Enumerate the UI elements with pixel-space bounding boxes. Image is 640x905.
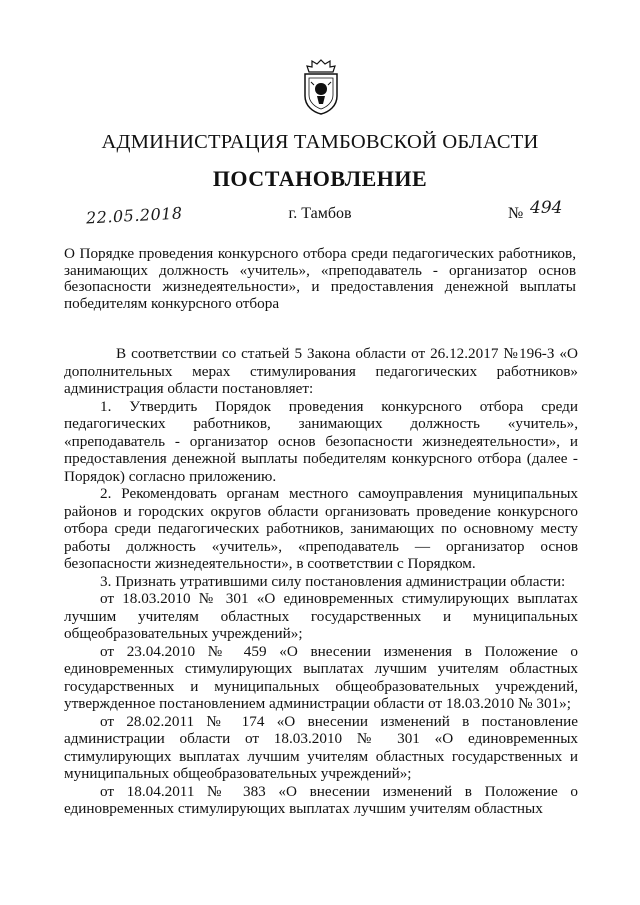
document-subject: О Порядке проведения конкурсного отбора среди педагогических работников, занимающих должность «учитель», «преподаватель - организатор основ безопасности жизнедеятельности», и предоставления денежной выплаты победителям конкурсного отбора — [64, 245, 576, 312]
paragraph-preamble: В соответствии со статьей 5 Закона области от 26.12.2017 №196-З «О дополнительных мерах стимулирования педагогических работников» администрация области постановляет: — [64, 345, 578, 397]
city-name: г. Тамбов — [288, 205, 352, 222]
coat-of-arms-icon — [301, 58, 341, 116]
handwritten-date: 22.05.2018 — [85, 203, 184, 228]
handwritten-number: 494 — [530, 198, 563, 218]
document-type-title: ПОСТАНОВЛЕНИЕ — [212, 166, 428, 191]
paragraph-repealed-3: от 28.02.2011 № 174 «О внесении изменений в постановление администрации области от 18.03.2010 № 301 «О единовременных стимулирующих выплатах лучшим учителям областных государственных и муниципальных общеобразовательных учреждений»; — [64, 712, 578, 782]
paragraph-item-2: 2. Рекомендовать органам местного самоуправления муниципальных районов и городских округов области организовать проведение конкурсного отбора среди педагогических работников, занимающих по основному месту работы должность «учитель», «преподаватель — организатор основ безопасности жизнедеятельности», в соответствии с Порядком. — [64, 485, 578, 572]
paragraph-repealed-4: от 18.04.2011 № 383 «О внесении изменений в Положение о единовременных стимулирующих выплатах лучшим учителям областных — [64, 782, 578, 817]
paragraph-item-3: 3. Признать утратившими силу постановления администрации области: — [100, 572, 566, 590]
document-body — [64, 345, 578, 818]
number-label: № — [508, 205, 524, 222]
paragraph-item-1: 1. Утвердить Порядок проведения конкурсного отбора среди педагогических работников, занимающих должность «учитель», «преподаватель - организатор основ безопасности жизнедеятельности», и предоставления денежной выплаты победителям конкурсного отбора (далее - Порядок) согласно приложению. — [64, 397, 578, 485]
paragraph-repealed-1: от 18.03.2010 № 301 «О единовременных стимулирующих выплатах лучшим учителям областных государственных и муниципальных общеобразовательных учреждений»; — [64, 590, 578, 642]
organization-name: АДМИНИСТРАЦИЯ ТАМБОВСКОЙ ОБЛАСТИ — [101, 131, 539, 153]
paragraph-repealed-2: от 23.04.2010 № 459 «О внесении изменения в Положение о единовременных стимулирующих выплатах лучшим учителям областных государственных и муниципальных общеобразовательных учреждений, утвержденное постановлением администрации области от 18.03.2010 № 301»; — [64, 642, 578, 712]
